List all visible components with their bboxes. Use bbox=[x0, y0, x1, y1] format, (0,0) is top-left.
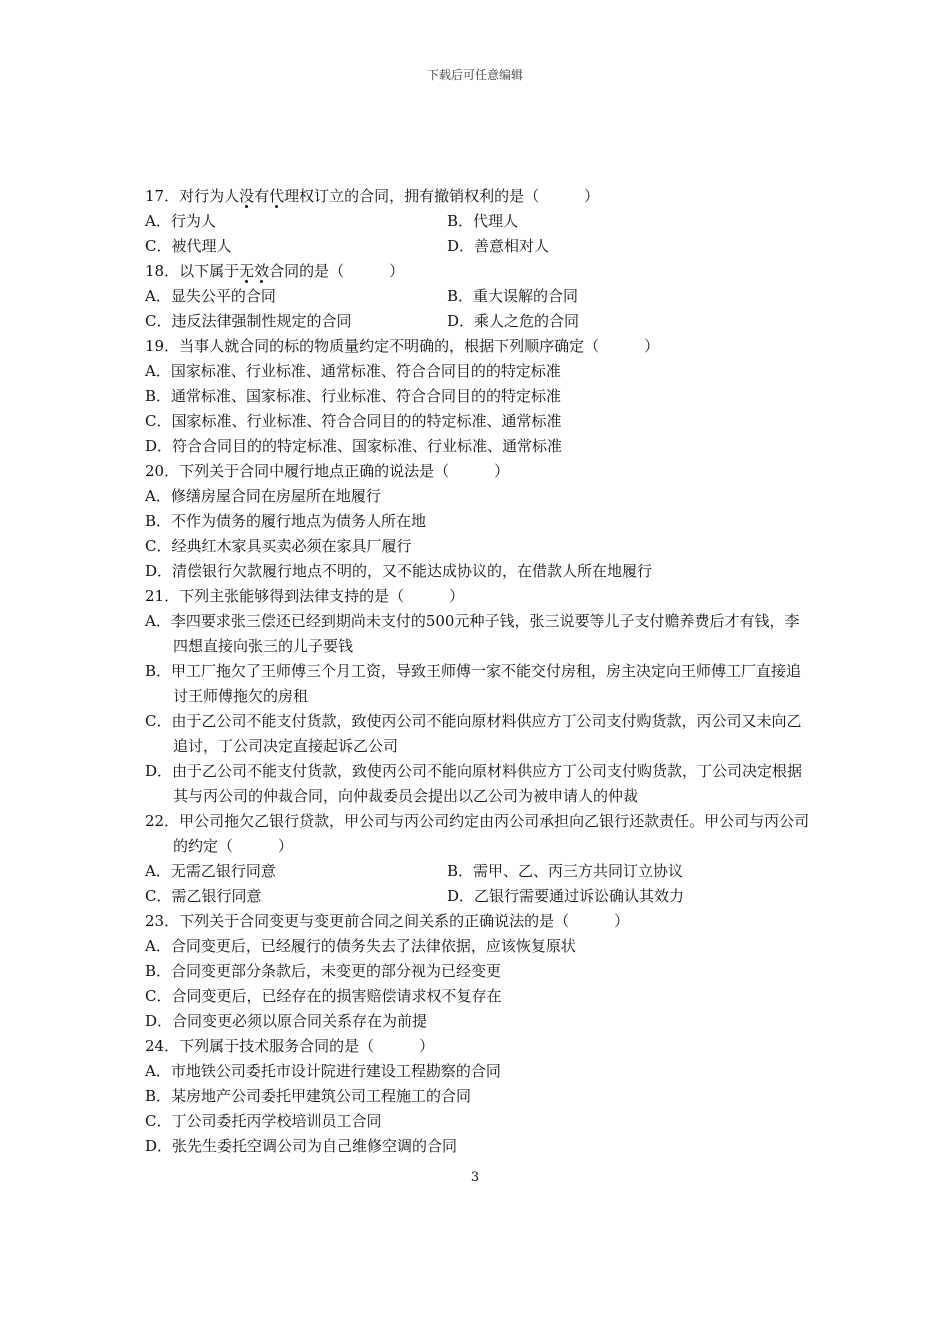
question-24-stem: 24．下列属于技术服务合同的是（ ） bbox=[145, 1037, 435, 1055]
question-18-stem: 18．以下属于无效合同的是（ ） bbox=[145, 262, 405, 280]
option-21a: A．李四要求张三偿还已经到期尚未支付的500元种子钱，张三说要等儿子支付赡养费后才有钱，李四想直接向张三的儿子要钱 bbox=[145, 612, 800, 655]
question-17-stem: 17．对行为人没有代理权订立的合同，拥有撤销权利的是（ ） bbox=[145, 187, 600, 205]
option-24d: D．张先生委托空调公司为自己维修空调的合同 bbox=[145, 1137, 458, 1155]
page-number: 3 bbox=[470, 1170, 480, 1185]
option-20b: B．不作为债务的履行地点为债务人所在地 bbox=[145, 512, 427, 530]
option-17c: C．被代理人 bbox=[145, 237, 232, 255]
question-20-stem: 20．下列关于合同中履行地点正确的说法是（ ） bbox=[145, 462, 510, 480]
option-23a: A．合同变更后，已经履行的债务失去了法律依据，应该恢复原状 bbox=[145, 937, 576, 955]
option-18d: D．乘人之危的合同 bbox=[447, 312, 580, 330]
option-24a: A．市地铁公司委托市设计院进行建设工程勘察的合同 bbox=[145, 1062, 501, 1080]
option-24b: B．某房地产公司委托甲建筑公司工程施工的合同 bbox=[145, 1087, 472, 1105]
question-22-stem: 22．甲公司拖欠乙银行贷款，甲公司与丙公司约定由丙公司承担向乙银行还款责任。甲公司与丙公司的约定（ ） bbox=[145, 812, 810, 855]
question-17-options-row2 bbox=[145, 234, 810, 259]
option-18b: B．重大误解的合同 bbox=[447, 287, 579, 305]
option-19c: C．国家标准、行业标准、符合合同目的的特定标准、通常标准 bbox=[145, 412, 562, 430]
option-17a: A．行为人 bbox=[145, 212, 216, 230]
question-19-stem: 19．当事人就合同的标的物质量约定不明确的，根据下列顺序确定（ ） bbox=[145, 337, 660, 355]
option-23d: D．合同变更必须以原合同关系存在为前提 bbox=[145, 1012, 428, 1030]
page-header: 下载后可任意编辑 bbox=[426, 68, 523, 82]
option-22a: A．无需乙银行同意 bbox=[145, 862, 276, 880]
option-23b: B．合同变更部分条款后，未变更的部分视为已经变更 bbox=[145, 962, 502, 980]
option-20a: A．修缮房屋合同在房屋所在地履行 bbox=[145, 487, 381, 505]
option-21d: D．由于乙公司不能支付货款，致使丙公司不能向原材料供应方丁公司支付购货款，丁公司决定根据其与丙公司的仲裁合同，向仲裁委员会提出以乙公司为被申请人的仲裁 bbox=[145, 762, 803, 805]
option-23c: C．合同变更后，已经存在的损害赔偿请求权不复存在 bbox=[145, 987, 502, 1005]
option-19b: B．通常标准、国家标准、行业标准、符合合同目的的特定标准 bbox=[145, 387, 562, 405]
option-18a: A．显失公平的合同 bbox=[145, 287, 276, 305]
question-23-stem: 23．下列关于合同变更与变更前合同之间关系的正确说法的是（ ） bbox=[145, 912, 630, 930]
option-19d: D．符合合同目的的特定标准、国家标准、行业标准、通常标准 bbox=[145, 437, 563, 455]
question-list bbox=[145, 184, 810, 1159]
option-24c: C．丁公司委托丙学校培训员工合同 bbox=[145, 1112, 382, 1130]
question-21-stem: 21．下列主张能够得到法律支持的是（ ） bbox=[145, 587, 465, 605]
option-20c: C．经典红木家具买卖必须在家具厂履行 bbox=[145, 537, 412, 555]
option-17b: B．代理人 bbox=[447, 212, 519, 230]
question-17-options-row1 bbox=[145, 209, 810, 234]
question-22-options-row1 bbox=[145, 859, 810, 884]
option-20d: D．清偿银行欠款履行地点不明的，又不能达成协议的，在借款人所在地履行 bbox=[145, 562, 653, 580]
option-22d: D．乙银行需要通过诉讼确认其效力 bbox=[447, 887, 685, 905]
option-17d: D．善意相对人 bbox=[447, 237, 550, 255]
question-18-options-row1 bbox=[145, 284, 810, 309]
question-22-options-row2 bbox=[145, 884, 810, 909]
option-21b: B．甲工厂拖欠了王师傅三个月工资，导致王师傅一家不能交付房租，房主决定向王师傅工厂直接追讨王师傅拖欠的房租 bbox=[145, 662, 802, 705]
option-22c: C．需乙银行同意 bbox=[145, 887, 262, 905]
option-19a: A．国家标准、行业标准、通常标准、符合合同目的的特定标准 bbox=[145, 362, 561, 380]
option-22b: B．需甲、乙、丙三方共同订立协议 bbox=[447, 862, 684, 880]
option-18c: C．违反法律强制性规定的合同 bbox=[145, 312, 352, 330]
question-18-options-row2 bbox=[145, 309, 810, 334]
option-21c: C．由于乙公司不能支付货款，致使丙公司不能向原材料供应方丁公司支付购货款，丙公司又未向乙追讨，丁公司决定直接起诉乙公司 bbox=[145, 712, 802, 755]
